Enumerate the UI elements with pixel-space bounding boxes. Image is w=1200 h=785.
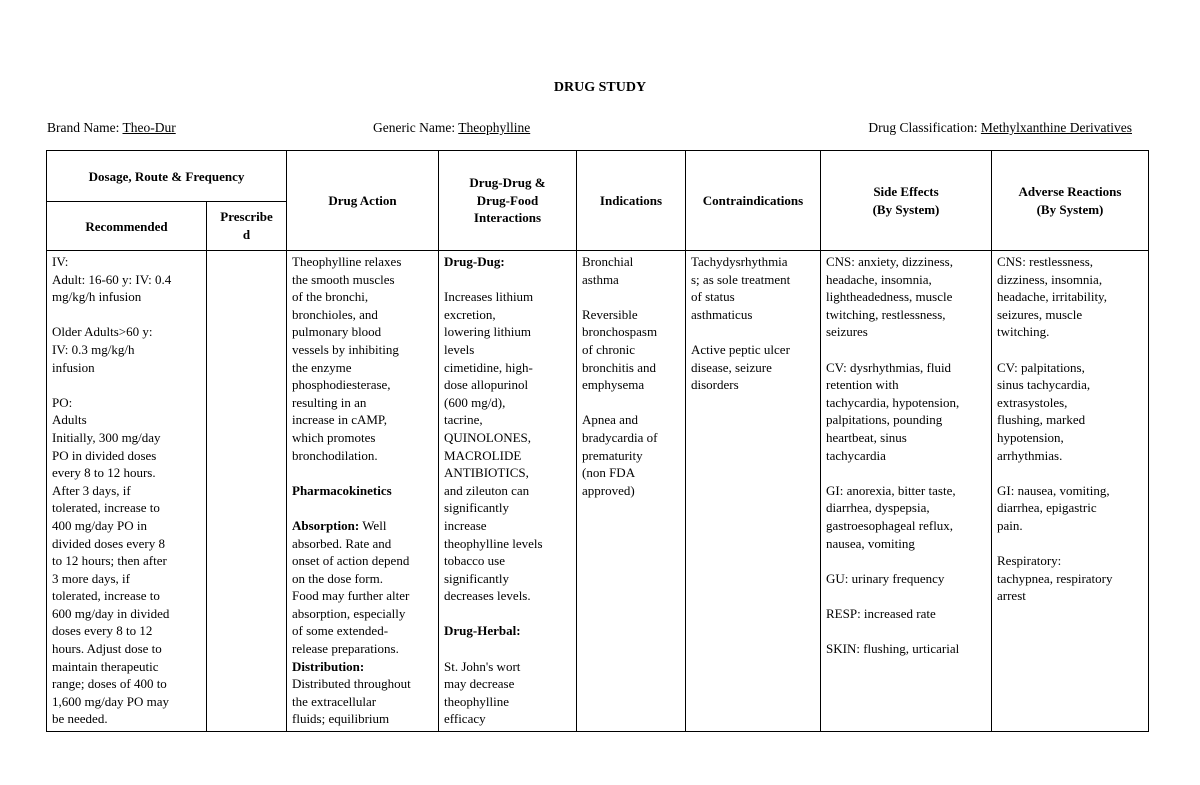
cell-text-line: Tachydysrhythmia bbox=[691, 254, 788, 269]
header-line: Side Effects bbox=[873, 183, 939, 199]
header-line: d bbox=[242, 227, 251, 242]
cell-text-line: to 12 hours; then after bbox=[52, 553, 167, 569]
cell-text-line: sinus tachycardia, bbox=[997, 377, 1091, 393]
cell-text-line: Increases lithium bbox=[444, 289, 534, 305]
cell-text-line: 400 mg/day PO in bbox=[52, 517, 147, 533]
cell-text-line: seizures bbox=[826, 324, 868, 340]
cell-text-line: efficacy bbox=[444, 711, 486, 727]
cell-text-line: increase bbox=[444, 517, 487, 533]
cell-text-line: vessels by inhibiting bbox=[292, 341, 399, 357]
cell-text-line: may decrease bbox=[444, 676, 515, 692]
cell-text-line: hours. Adjust dose to bbox=[52, 641, 162, 657]
header-contraindications: Contraindications bbox=[686, 151, 821, 251]
cell-text-line bbox=[292, 499, 433, 517]
cell-text-line: palpitations, pounding bbox=[826, 412, 943, 428]
cell-text-line: SKIN: flushing, urticarial bbox=[826, 641, 960, 657]
cell-text-line bbox=[292, 464, 433, 482]
cell-text-line: CV: dysrhythmias, fluid bbox=[826, 359, 952, 375]
cell-text-line: headache, irritability, bbox=[997, 289, 1107, 305]
cell-text-line: Bronchial bbox=[582, 254, 634, 269]
cell-text-line: theophylline bbox=[444, 693, 509, 709]
cell-text-line: 3 more days, if bbox=[52, 570, 130, 586]
cell-text-line: (non FDA bbox=[582, 465, 636, 481]
drug-classification-field bbox=[868, 120, 1132, 136]
cell-text-line: Adults bbox=[52, 412, 87, 428]
cell-text-line: absorption, especially bbox=[292, 605, 406, 621]
cell-text-line: After 3 days, if bbox=[52, 482, 131, 498]
cell-text-line: IV: bbox=[52, 254, 69, 269]
brand-name-field bbox=[47, 120, 176, 136]
header-line: Prescribe bbox=[220, 209, 273, 225]
header-line: (By System) bbox=[872, 201, 940, 217]
cell-text-line: CV: palpitations, bbox=[997, 359, 1085, 375]
cell-text-line: Adult: 16-60 y: IV: 0.4 bbox=[52, 271, 172, 287]
header-indications: Indications bbox=[577, 151, 686, 251]
cell-text-line: Reversible bbox=[582, 306, 638, 322]
cell-text-line bbox=[444, 605, 571, 623]
cell-text-line: pulmonary blood bbox=[292, 324, 382, 340]
cell-text-line: extrasystoles, bbox=[997, 394, 1068, 410]
cell-text-line: RESP: increased rate bbox=[826, 605, 936, 621]
cell-text-line: approved) bbox=[582, 482, 635, 498]
cell-text-line: increase in cAMP, bbox=[292, 412, 387, 428]
cell-side-effects bbox=[821, 251, 992, 732]
cell-text-line: bronchioles, and bbox=[292, 306, 378, 322]
cell-text-line: mg/kg/h infusion bbox=[52, 289, 142, 305]
cell-text-line: arrest bbox=[997, 588, 1026, 604]
cell-text-line: range; doses of 400 to bbox=[52, 676, 167, 692]
cell-text-line bbox=[691, 323, 815, 341]
cell-text-line bbox=[444, 253, 571, 271]
cell-text-line: levels bbox=[444, 341, 475, 357]
cell-text-line: 1,600 mg/day PO may bbox=[52, 693, 169, 709]
cell-text-line: diarrhea, epigastric bbox=[997, 500, 1097, 516]
cell-text-line: infusion bbox=[52, 359, 95, 375]
header-dosage-route-frequency: Dosage, Route & Frequency bbox=[47, 151, 287, 202]
cell-text-line: twitching. bbox=[997, 324, 1050, 340]
cell-text-line: bronchitis and bbox=[582, 359, 657, 375]
cell-text-line: maintain therapeutic bbox=[52, 658, 159, 674]
cell-adverse-reactions bbox=[992, 251, 1149, 732]
cell-text-line: fluids; equilibrium bbox=[292, 711, 390, 727]
header-line: (By System) bbox=[1036, 201, 1104, 217]
cell-text-line: bronchodilation. bbox=[292, 447, 378, 463]
cell-text-line: significantly bbox=[444, 500, 509, 516]
cell-text-line: excretion, bbox=[444, 306, 496, 322]
cell-text-line: divided doses every 8 bbox=[52, 535, 166, 551]
cell-text-line bbox=[826, 622, 986, 640]
header-line: Adverse Reactions bbox=[1018, 183, 1122, 199]
cell-text-line: Older Adults>60 y: bbox=[52, 324, 153, 340]
cell-text-line: dizziness, insomnia, bbox=[997, 271, 1103, 287]
cell-text-line: of some extended- bbox=[292, 623, 389, 639]
drug-study-table bbox=[46, 150, 1149, 732]
cell-text-line bbox=[826, 464, 986, 482]
cell-text-line: Distributed throughout bbox=[292, 676, 411, 692]
bold-term: Pharmacokinetics bbox=[292, 482, 392, 498]
cell-text-line: CNS: restlessness, bbox=[997, 254, 1094, 269]
cell-text-line bbox=[997, 535, 1143, 553]
cell-text-line: tachycardia bbox=[826, 447, 886, 463]
cell-text-line: Respiratory: bbox=[997, 553, 1062, 569]
bold-term: Absorption: bbox=[292, 517, 360, 533]
cell-text-line: resulting in an bbox=[292, 394, 367, 410]
header-prescribed bbox=[207, 202, 287, 251]
cell-text-line: lightheadedness, muscle bbox=[826, 289, 953, 305]
cell-text-line: tachycardia, hypotension, bbox=[826, 394, 960, 410]
cell-text-line: theophylline levels bbox=[444, 535, 543, 551]
cell-text-line: be needed. bbox=[52, 711, 108, 727]
cell-text-line: PO in divided doses bbox=[52, 447, 157, 463]
cell-text-line: twitching, restlessness, bbox=[826, 306, 946, 322]
generic-name-field bbox=[373, 120, 530, 136]
cell-text-line: the extracellular bbox=[292, 693, 377, 709]
cell-text-line: lowering lithium bbox=[444, 324, 532, 340]
cell-text-line bbox=[826, 587, 986, 605]
cell-text-line: emphysema bbox=[582, 377, 645, 393]
drug-classification-label: Drug Classification: bbox=[868, 120, 978, 135]
brand-name-value: Theo-Dur bbox=[122, 120, 176, 135]
header-line: Drug-Drug & bbox=[469, 175, 546, 191]
cell-text-line: the smooth muscles bbox=[292, 271, 395, 287]
cell-text-line: prematurity bbox=[582, 447, 643, 463]
cell-text-line: asthma bbox=[582, 271, 619, 287]
cell-text-line: headache, insomnia, bbox=[826, 271, 932, 287]
cell-text-line: ANTIBIOTICS, bbox=[444, 465, 529, 481]
cell-text-line: GI: anorexia, bitter taste, bbox=[826, 482, 956, 498]
cell-text-line: seizures, muscle bbox=[997, 306, 1083, 322]
bold-term: Drug-Dug: bbox=[444, 254, 505, 269]
cell-text-line: tolerated, increase to bbox=[52, 588, 160, 604]
cell-text-line: IV: 0.3 mg/kg/h bbox=[52, 341, 135, 357]
cell-text-line bbox=[52, 376, 201, 394]
cell-text-line: Apnea and bbox=[582, 412, 638, 428]
cell-recommended bbox=[47, 251, 207, 732]
bold-term: Distribution: bbox=[292, 658, 365, 674]
cell-drug-action bbox=[287, 251, 439, 732]
header-drug-action: Drug Action bbox=[287, 151, 439, 251]
cell-text-line: disorders bbox=[691, 377, 739, 393]
cell-indications bbox=[577, 251, 686, 732]
cell-text-line: QUINOLONES, bbox=[444, 429, 532, 445]
generic-name-label: Generic Name: bbox=[373, 120, 456, 135]
cell-text-line: Initially, 300 mg/day bbox=[52, 429, 161, 445]
cell-text-line: hypotension, bbox=[997, 429, 1064, 445]
cell-text-line bbox=[997, 341, 1143, 359]
header-interactions bbox=[439, 151, 577, 251]
cell-text-line: which promotes bbox=[292, 429, 376, 445]
cell-text-line: bradycardia of bbox=[582, 429, 658, 445]
cell-text-line: tacrine, bbox=[444, 412, 483, 428]
header-adverse-reactions bbox=[992, 151, 1149, 251]
brand-name-label: Brand Name: bbox=[47, 120, 120, 135]
header-side-effects bbox=[821, 151, 992, 251]
cell-text-line: cimetidine, high- bbox=[444, 359, 533, 375]
cell-text-line: Absorption: Well bbox=[292, 517, 387, 533]
cell-text-line: St. John's wort bbox=[444, 658, 521, 674]
generic-name-value: Theophylline bbox=[458, 120, 531, 135]
cell-text-line: nausea, vomiting bbox=[826, 535, 915, 551]
cell-text-line: doses every 8 to 12 bbox=[52, 623, 153, 639]
document-title: DRUG STUDY bbox=[553, 80, 647, 95]
cell-text-line: retention with bbox=[826, 377, 899, 393]
cell-text-line bbox=[444, 271, 571, 289]
cell-text-line: (600 mg/d), bbox=[444, 394, 506, 410]
cell-text-line: disease, seizure bbox=[691, 359, 772, 375]
cell-text-line: PO: bbox=[52, 394, 73, 410]
header-line: Drug-Food bbox=[476, 192, 539, 208]
cell-text-line bbox=[444, 622, 571, 640]
cell-text-line bbox=[582, 288, 680, 306]
cell-text-line: of the bronchi, bbox=[292, 289, 369, 305]
cell-text-line: Theophylline relaxes bbox=[292, 254, 402, 269]
drug-classification-value: Methylxanthine Derivatives bbox=[980, 120, 1132, 135]
cell-text-line bbox=[582, 394, 680, 412]
cell-text-line bbox=[826, 552, 986, 570]
cell-prescribed bbox=[207, 251, 287, 732]
cell-text-line: tobacco use bbox=[444, 553, 506, 569]
cell-text-line: s; as sole treatment bbox=[691, 271, 791, 287]
cell-text-line: asthmaticus bbox=[691, 306, 753, 322]
cell-text-line: tolerated, increase to bbox=[52, 500, 160, 516]
header-recommended: Recommended bbox=[47, 202, 207, 251]
cell-text-line: CNS: anxiety, dizziness, bbox=[826, 254, 953, 269]
cell-text-line bbox=[826, 341, 986, 359]
cell-text-line: tachypnea, respiratory bbox=[997, 570, 1113, 586]
cell-text-line: GI: nausea, vomiting, bbox=[997, 482, 1110, 498]
cell-text-line bbox=[444, 640, 571, 658]
cell-text-line bbox=[52, 306, 201, 324]
bold-term: Drug-Herbal: bbox=[444, 623, 521, 639]
cell-text-line: decreases levels. bbox=[444, 588, 531, 604]
cell-text-line: every 8 to 12 hours. bbox=[52, 465, 156, 481]
cell-text-line: release preparations. bbox=[292, 641, 399, 657]
cell-text-line: arrhythmias. bbox=[997, 447, 1063, 463]
cell-text-line: onset of action depend bbox=[292, 553, 410, 569]
cell-contraindications bbox=[686, 251, 821, 732]
cell-text-line: phosphodiesterase, bbox=[292, 377, 391, 393]
cell-text-line: pain. bbox=[997, 517, 1023, 533]
cell-text-line: of status bbox=[691, 289, 735, 305]
cell-text-line: bronchospasm bbox=[582, 324, 658, 340]
cell-text-line: of chronic bbox=[582, 341, 636, 357]
header-line: Interactions bbox=[473, 210, 542, 226]
cell-text-line: significantly bbox=[444, 570, 509, 586]
cell-text-line: MACROLIDE bbox=[444, 447, 522, 463]
cell-interactions bbox=[439, 251, 577, 732]
cell-text-line: on the dose form. bbox=[292, 570, 383, 586]
cell-text-line: diarrhea, dyspepsia, bbox=[826, 500, 930, 516]
cell-text-line bbox=[292, 658, 433, 676]
cell-text-line: heartbeat, sinus bbox=[826, 429, 907, 445]
cell-text-line bbox=[997, 464, 1143, 482]
cell-text-line: Food may further alter bbox=[292, 588, 410, 604]
cell-text-line: Active peptic ulcer bbox=[691, 341, 790, 357]
cell-text-line: absorbed. Rate and bbox=[292, 535, 392, 551]
cell-text-line: dose allopurinol bbox=[444, 377, 529, 393]
cell-text-line: the enzyme bbox=[292, 359, 352, 375]
cell-text-line: GU: urinary frequency bbox=[826, 570, 945, 586]
cell-text-line: flushing, marked bbox=[997, 412, 1086, 428]
cell-text-line bbox=[292, 482, 433, 500]
cell-text-line: gastroesophageal reflux, bbox=[826, 517, 954, 533]
cell-text-line: 600 mg/day in divided bbox=[52, 605, 170, 621]
cell-text-line: and zileuton can bbox=[444, 482, 530, 498]
